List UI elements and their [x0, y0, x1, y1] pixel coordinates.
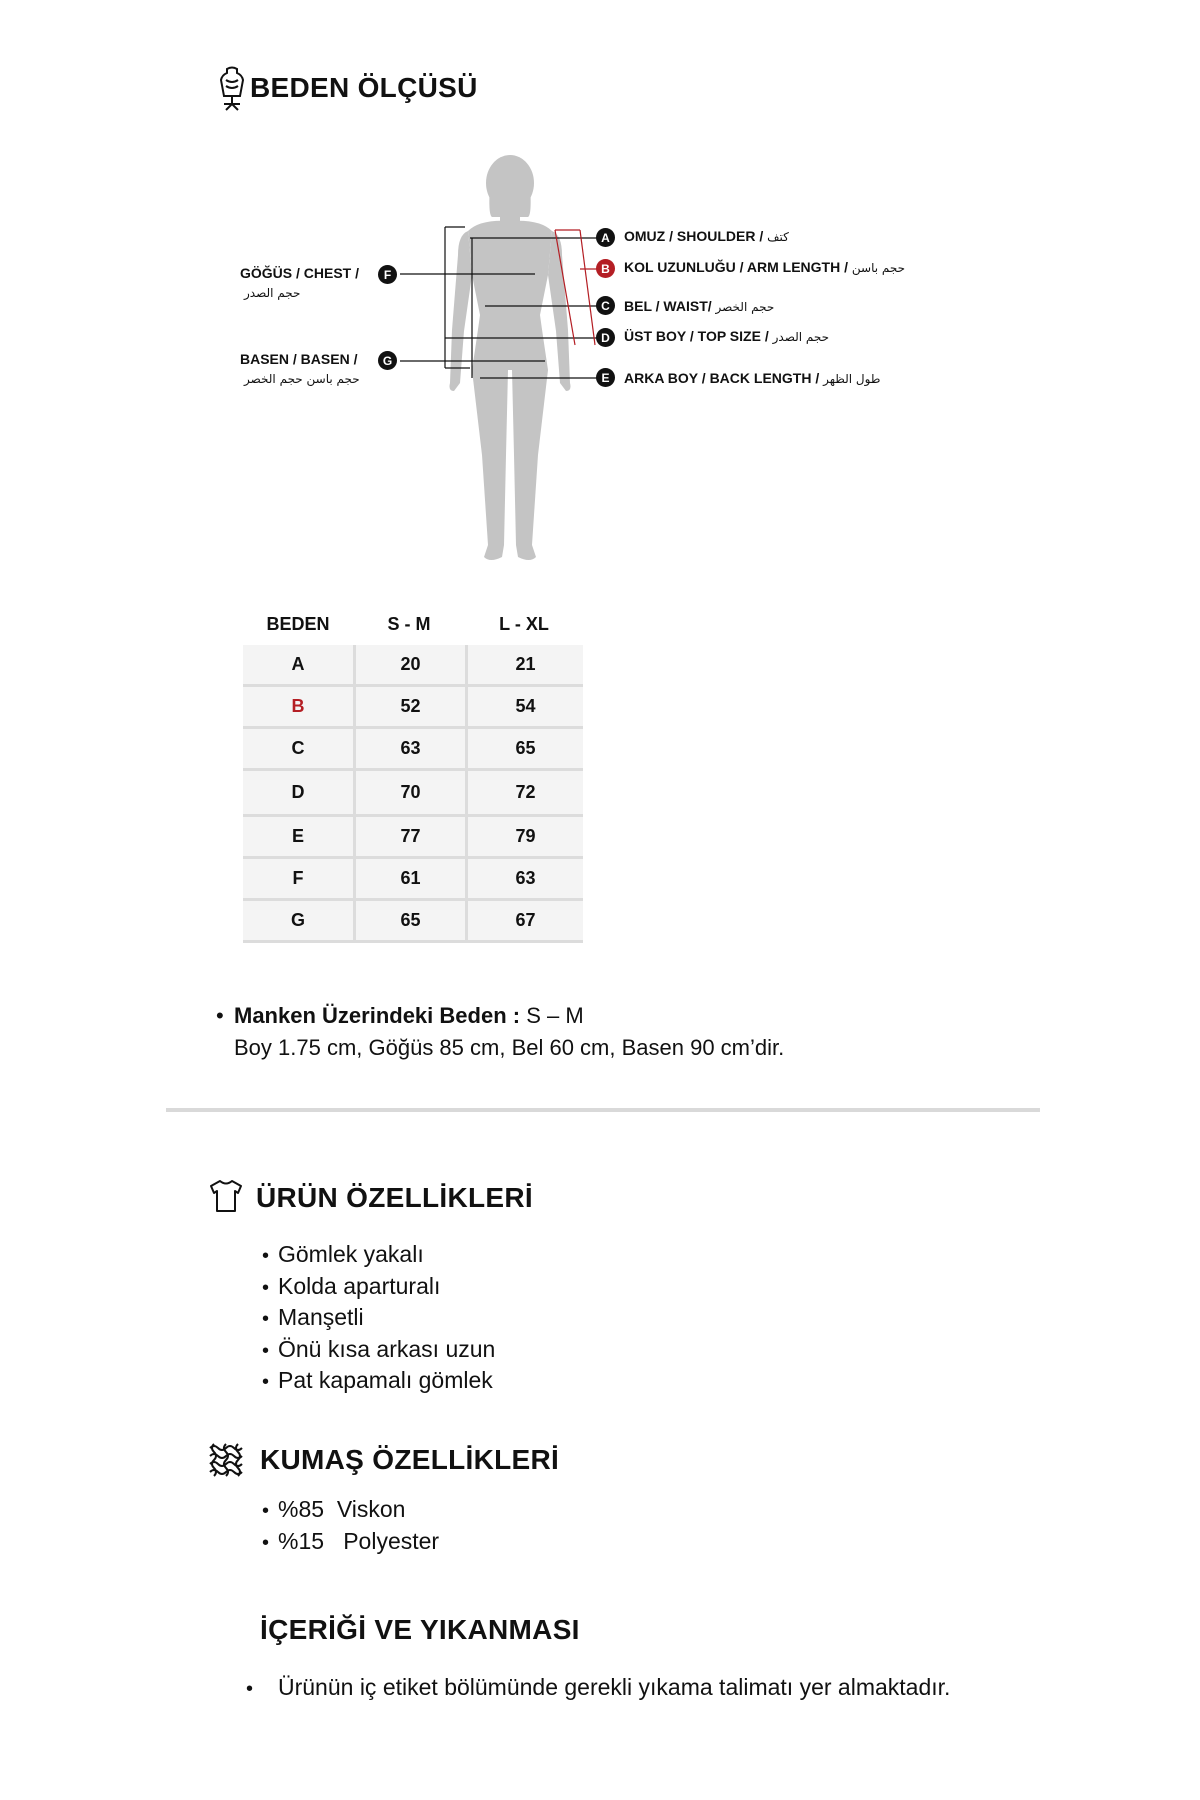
product-features-title: ÜRÜN ÖZELLİKLERİ: [256, 1182, 534, 1213]
list-item: [262, 1673, 962, 1705]
model-size-value: S – M: [526, 1003, 584, 1028]
badge-c: C: [596, 296, 615, 315]
size-table: [243, 603, 583, 943]
list-item: • Manşetli: [262, 1303, 495, 1335]
cell-l-xl: 63: [465, 859, 583, 901]
model-measurements: Boy 1.75 cm, Göğüs 85 cm, Bel 60 cm, Basen 90 cm’dir.: [234, 1035, 785, 1060]
care-instruction: Ürünün iç etiket bölümünde gerekli yıkama talimatı yer almaktadır.: [278, 1674, 951, 1700]
cell-s-m: 65: [353, 901, 465, 943]
table-row: [243, 817, 583, 859]
list-item: • Pat kapamalı gömlek: [262, 1366, 495, 1398]
cell-l-xl: 72: [465, 771, 583, 817]
table-row: [243, 771, 583, 817]
model-size-line: • Manken Üzerindeki Beden : S – M: [216, 1003, 584, 1028]
label-waist: BEL / WAIST/ حجم الخصر: [624, 298, 775, 314]
care-title: İÇERİĞİ VE YIKANMASI: [260, 1614, 580, 1645]
fabric-features-list: [262, 1495, 439, 1558]
badge-g: G: [378, 351, 397, 370]
label-hips: BASEN / BASEN /: [240, 351, 358, 367]
list-item: • Gömlek yakalı: [262, 1240, 495, 1272]
list-item: • %85 Viskon: [262, 1495, 439, 1527]
cell-s-m: 77: [353, 817, 465, 859]
tshirt-icon: [208, 1178, 244, 1214]
row-label: F: [243, 859, 353, 901]
cell-s-m: 63: [353, 729, 465, 771]
label-shoulder: OMUZ / SHOULDER / كتف: [624, 228, 789, 244]
header-l-xl: L - XL: [499, 613, 549, 634]
label-chest: GÖĞÜS / CHEST /: [240, 265, 360, 281]
row-label: G: [243, 901, 353, 943]
cell-l-xl: 67: [465, 901, 583, 943]
list-item: • Önü kısa arkası uzun: [262, 1335, 495, 1367]
label-arm-length: KOL UZUNLUĞU / ARM LENGTH / حجم باسن: [624, 259, 906, 275]
row-label: B: [243, 687, 353, 729]
model-size-label: Manken Üzerindeki Beden :: [234, 1003, 521, 1028]
label-hips-arabic: حجم باسن حجم الخصر: [244, 372, 360, 386]
table-row: [243, 729, 583, 771]
header-s-m: S - M: [387, 613, 431, 634]
row-label: A: [243, 645, 353, 687]
label-chest-arabic: حجم الصدر: [244, 286, 301, 300]
cell-s-m: 20: [353, 645, 465, 687]
table-header: [243, 603, 583, 645]
table-row: [243, 859, 583, 901]
label-back-length: ARKA BOY / BACK LENGTH / طول الظهر: [624, 370, 881, 386]
table-row: [243, 645, 583, 687]
model-info: [216, 1000, 784, 1064]
cell-s-m: 61: [353, 859, 465, 901]
mannequin-icon: [218, 66, 246, 112]
fabric-weave-icon: [208, 1442, 246, 1480]
cell-l-xl: 65: [465, 729, 583, 771]
cell-l-xl: 79: [465, 817, 583, 859]
badge-b: B: [596, 259, 615, 278]
cell-l-xl: 54: [465, 687, 583, 729]
list-item: • %15 Polyester: [262, 1527, 439, 1559]
row-label: C: [243, 729, 353, 771]
section-divider: [166, 1108, 1040, 1112]
row-label: D: [243, 771, 353, 817]
product-features-list: [262, 1240, 495, 1398]
care-list: [262, 1673, 962, 1705]
header-beden: BEDEN: [266, 613, 330, 634]
table-row: [243, 687, 583, 729]
cell-s-m: 70: [353, 771, 465, 817]
badge-f: F: [378, 265, 397, 284]
measurement-lines: [380, 220, 620, 380]
size-chart-title: BEDEN ÖLÇÜSÜ: [250, 72, 478, 103]
fabric-features-title: KUMAŞ ÖZELLİKLERİ: [260, 1444, 560, 1475]
badge-d: D: [596, 328, 615, 347]
label-top-size: ÜST BOY / TOP SIZE / حجم الصدر: [624, 328, 830, 344]
cell-s-m: 52: [353, 687, 465, 729]
badge-e: E: [596, 368, 615, 387]
table-row: [243, 901, 583, 943]
list-item: • Kolda aparturalı: [262, 1272, 495, 1304]
cell-l-xl: 21: [465, 645, 583, 687]
badge-a: A: [596, 228, 615, 247]
row-label: E: [243, 817, 353, 859]
